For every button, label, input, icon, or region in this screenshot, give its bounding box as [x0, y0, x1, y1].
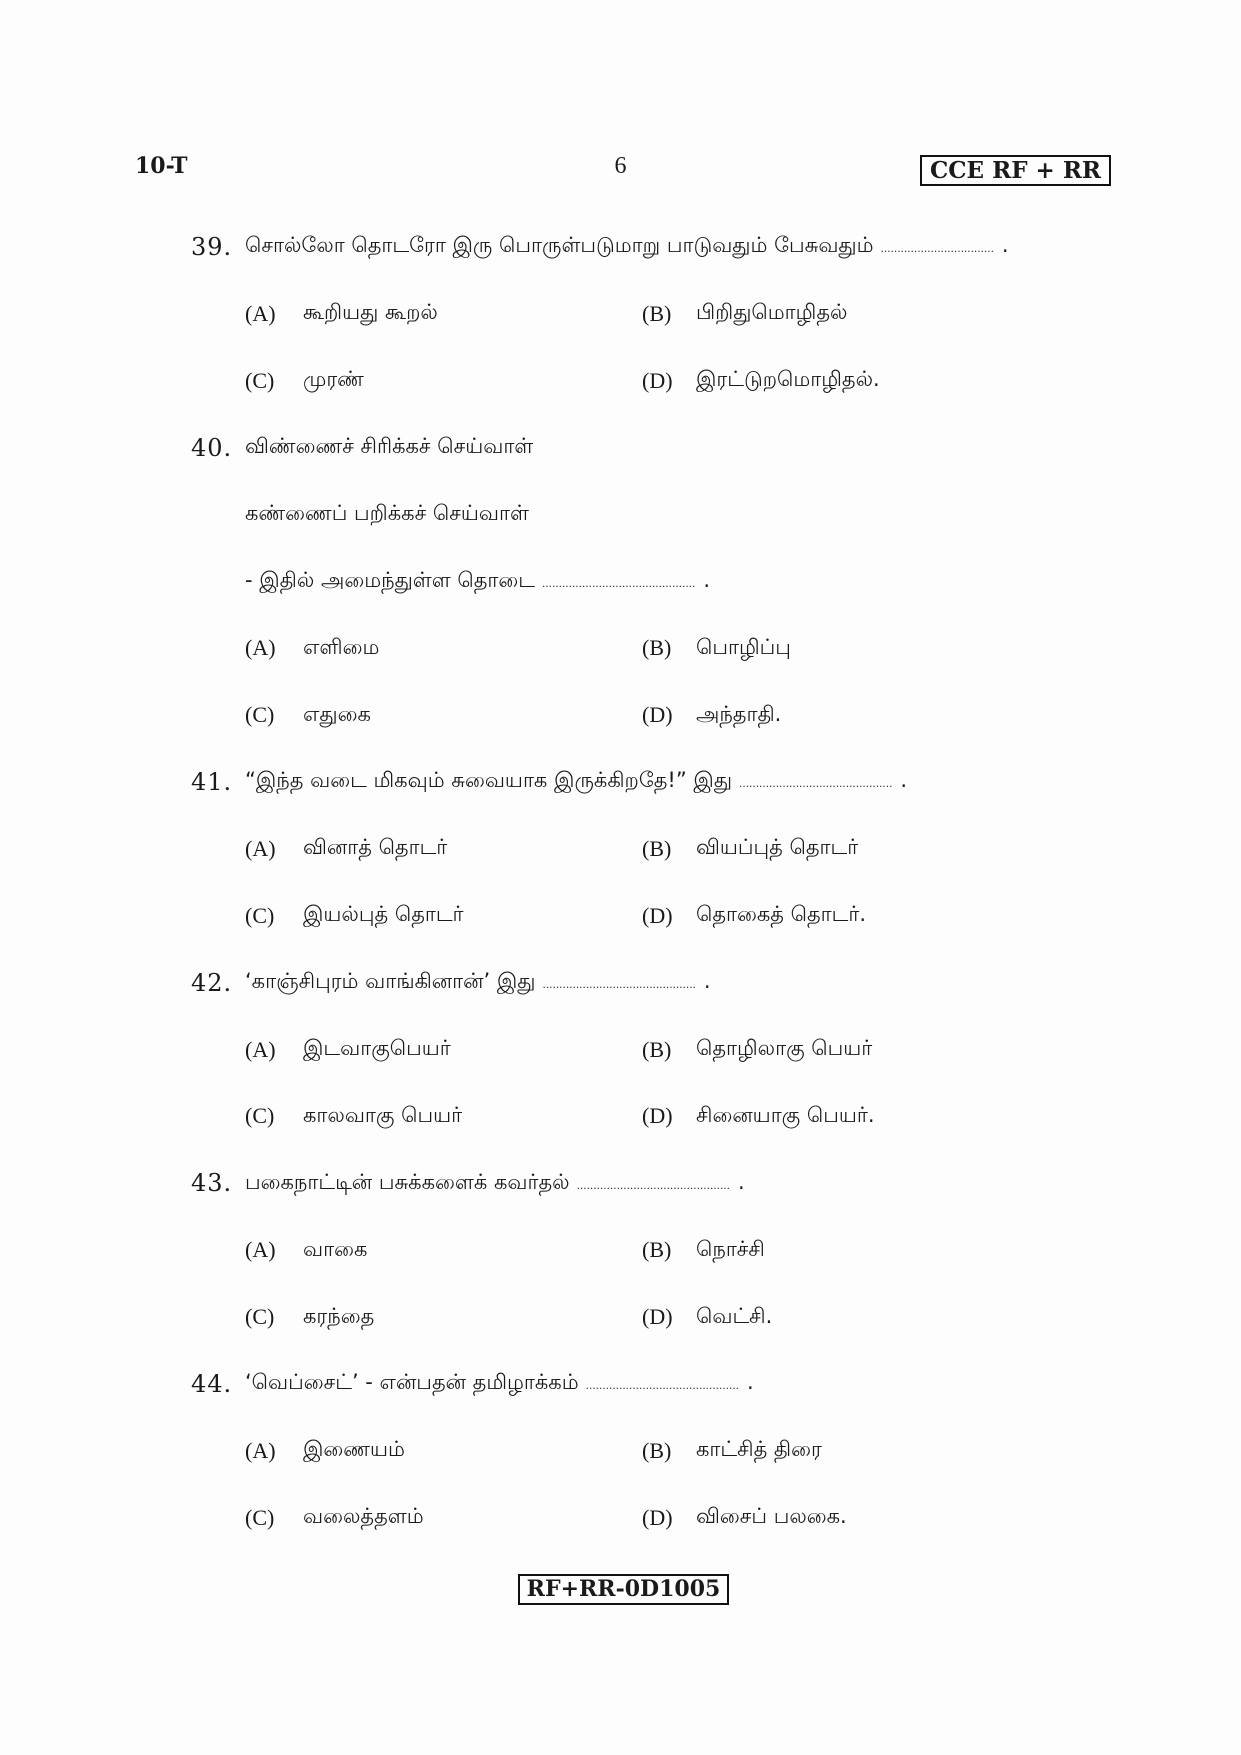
question-text: ‘வெப்சைட்’ - என்பதன் தமிழாக்கம்: [245, 1370, 579, 1395]
option-a-label: (A): [245, 1437, 276, 1463]
option-c-label: (C): [245, 1304, 275, 1330]
option-c-label: (C): [245, 1504, 275, 1530]
question-text: பகைநாட்டின் பசுக்களைக் கவர்தல்: [245, 1169, 570, 1194]
question-stem-row: [0, 1150, 1241, 1217]
stem-end-mark: .: [737, 1169, 745, 1194]
question-stem-line: [245, 969, 711, 996]
question-stem-line-1: விண்ணைச் சிரிக்கச் செய்வாள்: [245, 434, 534, 458]
option-a-text: கூறியது கூறல்: [303, 300, 438, 325]
stem-end-mark: .: [747, 1370, 754, 1395]
option-c-label: (C): [245, 902, 275, 928]
question-stem: [245, 749, 907, 816]
option-b-text: பொழிப்பு: [696, 634, 791, 659]
question-43: [0, 1150, 1241, 1351]
option-d-label: (D): [642, 1103, 673, 1129]
option-c-label: (C): [245, 1103, 275, 1129]
options-row: [0, 1284, 1241, 1351]
option-d-label: (D): [642, 902, 673, 928]
option-c-label: (C): [245, 702, 275, 728]
series-code-box: CCE RF + RR: [920, 155, 1111, 186]
options-row: [0, 1083, 1241, 1150]
option-d-text: வெட்சி.: [696, 1303, 773, 1328]
option-b-label: (B): [642, 1237, 672, 1263]
question-stem-line: [245, 233, 1009, 260]
question-text: - இதில் அமைந்துள்ள தொடை: [245, 567, 535, 592]
options-row: [0, 347, 1241, 414]
option-d-text: இரட்டுறமொழிதல்.: [696, 367, 880, 392]
option-b-text: நொச்சி: [696, 1236, 765, 1261]
options-row: [0, 1016, 1241, 1083]
question-stem-line: [245, 1170, 745, 1197]
question-number: 44.: [191, 1369, 233, 1398]
answer-blank: ..............................................: [541, 575, 696, 590]
option-d-text: விசைப் பலகை.: [696, 1504, 847, 1529]
option-b-text: வியப்புத் தொடர்: [696, 835, 859, 860]
option-c-text: வலைத்தளம்: [303, 1504, 424, 1529]
option-d-text: தொகைத் தொடர்.: [696, 902, 867, 927]
option-d-label: (D): [642, 702, 673, 728]
option-d-label: (D): [642, 1304, 673, 1330]
option-b-label: (B): [642, 1437, 672, 1463]
option-a-text: இணையம்: [303, 1437, 405, 1462]
question-39: [0, 213, 1241, 414]
stem-end-mark: .: [703, 567, 711, 592]
option-b-label: (B): [642, 300, 672, 326]
answer-blank: ..............................................: [585, 1378, 740, 1393]
option-b-label: (B): [642, 635, 672, 661]
stem-end-mark: .: [703, 969, 711, 994]
answer-blank: ..................................: [880, 241, 994, 256]
question-stem-line-2: கண்ணைப் பறிக்கச் செய்வாள்: [245, 500, 529, 525]
question-stem-line: [245, 1370, 754, 1397]
question-stem-row: [0, 949, 1241, 1016]
option-b-label: (B): [642, 1036, 672, 1062]
question-42: [0, 949, 1241, 1150]
question-text: “இந்த வடை மிகவும் சுவையாக இருக்கிறதே!” இது: [245, 768, 733, 793]
question-44: [0, 1351, 1241, 1552]
option-c-text: காலவாகு பெயர்: [303, 1102, 463, 1127]
option-a-label: (A): [245, 300, 276, 326]
option-a-text: வாகை: [303, 1236, 368, 1261]
stem-end-mark: .: [1001, 233, 1009, 258]
question-stem-row: [0, 213, 1241, 280]
option-b-text: தொழிலாகு பெயர்: [696, 1036, 873, 1061]
question-stem: [245, 548, 710, 615]
paper-code: 10-T: [135, 153, 188, 179]
question-number: 40.: [191, 433, 233, 462]
question-stem-row: [0, 548, 1241, 615]
footer-code-box: RF+RR-0D1005: [518, 1574, 729, 1605]
question-text: ‘காஞ்சிபுரம் வாங்கினான்’ இது: [245, 969, 536, 994]
question-text: சொல்லோ தொடரோ இரு பொருள்படுமாறு பாடுவதும் பேசுவதும்: [245, 233, 874, 258]
question-list: [0, 213, 1241, 1551]
question-41: [0, 749, 1241, 950]
question-number: 42.: [191, 968, 233, 997]
question-number: 41.: [191, 767, 233, 796]
option-d-label: (D): [642, 367, 673, 393]
options-row: [0, 815, 1241, 882]
answer-blank: ..............................................: [576, 1177, 730, 1192]
option-a-label: (A): [245, 635, 276, 661]
option-d-text: அந்தாதி.: [696, 701, 782, 726]
option-c-text: கரந்தை: [303, 1303, 375, 1328]
question-stem: [245, 949, 711, 1016]
option-b-text: காட்சித் திரை: [696, 1437, 822, 1462]
option-c-label: (C): [245, 367, 275, 393]
options-row: [0, 682, 1241, 749]
options-row: [0, 1417, 1241, 1484]
question-stem-row: [0, 1351, 1241, 1418]
question-stem-line: [245, 768, 907, 795]
option-b-text: பிறிதுமொழிதல்: [696, 300, 848, 325]
option-a-text: எளிமை: [303, 634, 380, 659]
question-stem-row: [0, 414, 1241, 481]
question-stem-row: [0, 749, 1241, 816]
option-c-text: இயல்புத் தொடர்: [303, 902, 464, 927]
question-number: 43.: [191, 1169, 233, 1198]
question-stem-line: [245, 568, 710, 595]
answer-blank: ..............................................: [739, 776, 893, 791]
option-d-text: சினையாகு பெயர்.: [696, 1102, 875, 1127]
question-stem: [245, 1150, 745, 1217]
question-number: 39.: [191, 232, 233, 261]
options-row: [0, 882, 1241, 949]
option-a-label: (A): [245, 1237, 276, 1263]
option-b-label: (B): [642, 835, 672, 861]
options-row: [0, 615, 1241, 682]
question-stem: [245, 1351, 754, 1418]
option-a-label: (A): [245, 1036, 276, 1062]
answer-blank: ..............................................: [542, 977, 696, 992]
question-stem-row: [0, 481, 1241, 548]
options-row: [0, 280, 1241, 347]
options-row: [0, 1484, 1241, 1551]
stem-end-mark: .: [900, 768, 908, 793]
option-c-text: எதுகை: [303, 701, 371, 726]
option-d-label: (D): [642, 1504, 673, 1530]
options-row: [0, 1217, 1241, 1284]
option-a-label: (A): [245, 835, 276, 861]
option-a-text: வினாத் தொடர்: [303, 835, 448, 860]
option-a-text: இடவாகுபெயர்: [303, 1036, 451, 1061]
page-number: 6: [614, 153, 627, 179]
question-40: [0, 414, 1241, 748]
option-c-text: முரண்: [303, 367, 364, 392]
question-stem: [245, 213, 1009, 280]
